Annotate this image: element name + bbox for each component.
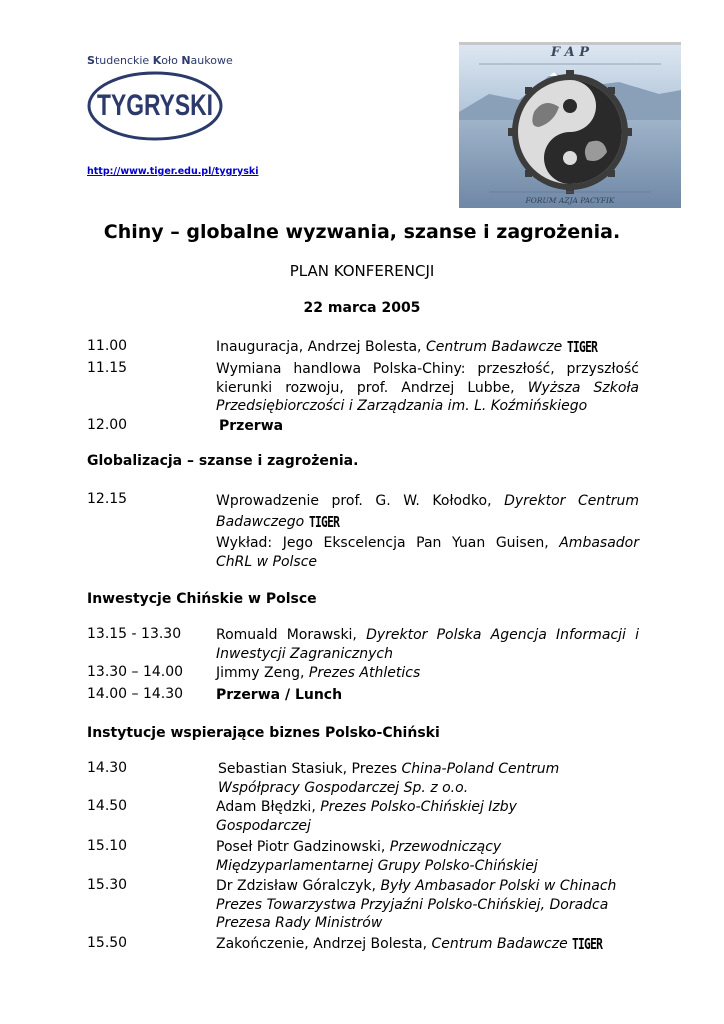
agenda-time: 13.15 - 13.30 xyxy=(87,626,182,642)
agenda-item: Wykład: Jego Ekscelencja Pan Yuan Guisen, Ambasador ChRL w Polsce xyxy=(216,535,639,570)
agenda-time: 15.30 xyxy=(87,877,128,893)
agenda-item: Wymiana handlowa Polska-Chiny: przeszłość, przyszłość kierunki rozwoju, prof. Andrzej Lubbe, Wyższa Szkoła Przedsiębiorczości i Zarządzania im. L. Koźmińskiego xyxy=(216,361,640,414)
agenda-item: Dr Zdzisław Góralczyk, Były Ambasador Polski w Chinach Prezes Towarzystwa Przyjaźni Polsko-Chińskiej, Doradca Prezesa Rady Ministrów xyxy=(216,878,617,931)
agenda-time: 12.00 xyxy=(87,417,128,433)
agenda-item: Przerwa / Lunch xyxy=(216,687,343,703)
agenda-time: 11.00 xyxy=(87,338,128,354)
agenda-item: Jimmy Zeng, Prezes Athletics xyxy=(216,665,421,681)
agenda-time: 11.15 xyxy=(87,360,128,376)
fap-logo xyxy=(459,42,681,208)
agenda-item: Romuald Morawski, Dyrektor Polska Agencja Informacji i Inwestycji Zagranicznych xyxy=(216,627,639,662)
agenda-time: 14.50 xyxy=(87,798,128,814)
agenda-item: Zakończenie, Andrzej Bolesta, Centrum Badawcze TIGER xyxy=(216,935,603,953)
agenda-time: 14.00 – 14.30 xyxy=(87,686,184,702)
agenda-item: Wprowadzenie prof. G. W. Kołodko, Dyrektor Centrum Badawczego TIGER xyxy=(216,493,639,531)
logo-caption: Studenckie Koło Naukowe xyxy=(87,54,233,67)
tygryski-logo xyxy=(86,70,224,142)
agenda-item: Inauguracja, Andrzej Bolesta, Centrum Badawcze TIGER xyxy=(216,338,597,356)
logo-text: TYGRYSKI xyxy=(97,89,213,122)
section-heading: Inwestycje Chińskie w Polsce xyxy=(87,591,317,607)
tiger-logo-text: TIGER xyxy=(566,338,597,356)
tiger-logo-text: TIGER xyxy=(572,935,603,953)
page-subtitle: PLAN KONFERENCJI xyxy=(289,262,435,280)
agenda-time: 12.15 xyxy=(87,491,128,507)
agenda-time: 15.50 xyxy=(87,935,128,951)
agenda-item: Adam Błędzki, Prezes Polsko-Chińskiej Izby Gospodarczej xyxy=(216,799,517,834)
agenda-time: 15.10 xyxy=(87,838,128,854)
agenda-item: Sebastian Stasiuk, Prezes China-Poland Centrum Współpracy Gospodarczej Sp. z o.o. xyxy=(218,761,560,796)
agenda-time: 14.30 xyxy=(87,760,128,776)
agenda-item: Poseł Piotr Gadzinowski, Przewodniczący Międzyparlamentarnej Grupy Polsko-Chińskiej xyxy=(216,839,538,874)
fap-caption: FORUM AZJA PACYFIK xyxy=(525,196,615,205)
section-heading: Globalizacja – szanse i zagrożenia. xyxy=(87,453,359,469)
agenda-time: 13.30 – 14.00 xyxy=(87,664,184,680)
conference-date: 22 marca 2005 xyxy=(303,300,421,316)
website-link[interactable]: http://www.tiger.edu.pl/tygryski xyxy=(87,166,259,177)
tiger-logo-text: TIGER xyxy=(308,513,339,531)
fap-title: F A P xyxy=(550,45,590,60)
page-title: Chiny – globalne wyzwania, szanse i zagrożenia. xyxy=(103,221,621,243)
section-heading: Instytucje wspierające biznes Polsko-Chiński xyxy=(87,725,440,741)
agenda-item: Przerwa xyxy=(219,418,284,434)
